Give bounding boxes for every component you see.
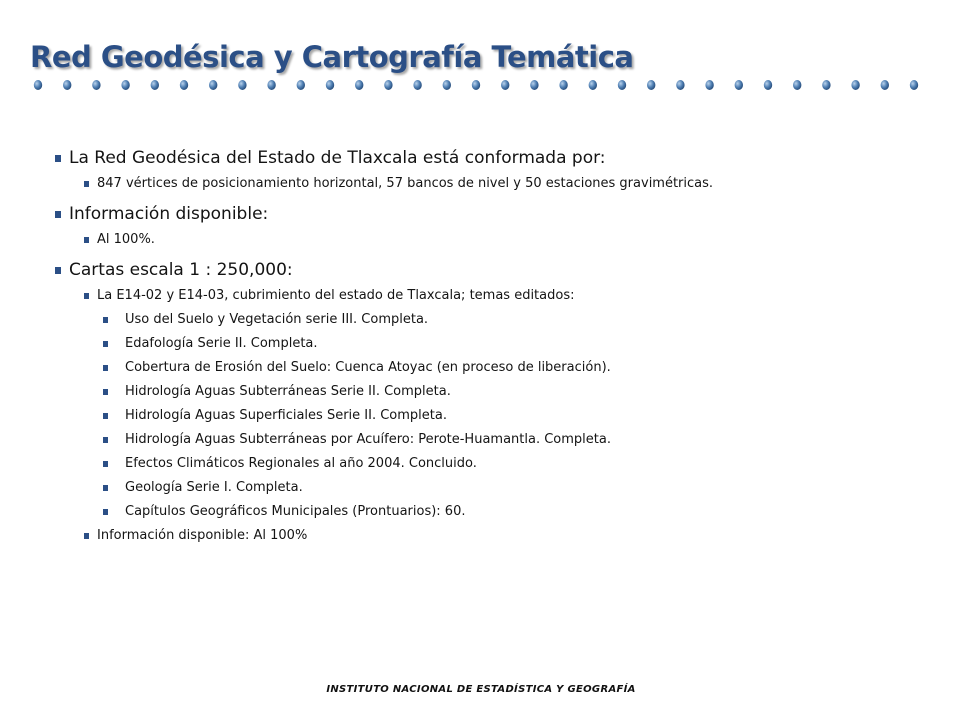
decorative-dot bbox=[34, 80, 42, 90]
decorative-dot bbox=[881, 80, 889, 90]
bullet-item-level-3 bbox=[0, 502, 960, 522]
square-bullet-icon bbox=[55, 211, 61, 218]
square-bullet-icon bbox=[103, 341, 108, 347]
decorative-dot bbox=[355, 80, 363, 90]
decorative-dot bbox=[501, 80, 509, 90]
square-bullet-icon bbox=[103, 461, 108, 467]
bullet-item-level-1 bbox=[0, 146, 960, 170]
decorative-dot bbox=[238, 80, 246, 90]
decorative-dot bbox=[267, 80, 275, 90]
bullet-item-level-1 bbox=[0, 202, 960, 226]
bullet-item-level-3 bbox=[0, 358, 960, 378]
square-bullet-icon bbox=[84, 237, 89, 243]
decorative-dot-row bbox=[30, 76, 935, 94]
decorative-dot bbox=[705, 80, 713, 90]
bullet-item-level-2 bbox=[0, 230, 960, 250]
bullet-text: Información disponible: Al 100% bbox=[97, 528, 308, 543]
decorative-dot bbox=[121, 80, 129, 90]
decorative-dot bbox=[589, 80, 597, 90]
square-bullet-icon bbox=[103, 413, 108, 419]
bullet-text: Edafología Serie II. Completa. bbox=[125, 336, 318, 351]
bullet-item-level-3 bbox=[0, 430, 960, 450]
decorative-dot bbox=[326, 80, 334, 90]
bullet-item-level-3 bbox=[0, 454, 960, 474]
bullet-text: 847 vértices de posicionamiento horizontal, 57 bancos de nivel y 50 estaciones gravimétricas. bbox=[97, 176, 714, 191]
square-bullet-icon bbox=[103, 317, 108, 323]
decorative-dot bbox=[559, 80, 567, 90]
bullet-text: Hidrología Aguas Subterráneas por Acuífero: Perote-Huamantla. Completa. bbox=[125, 432, 611, 447]
bullet-text: La E14-02 y E14-03, cubrimiento del estado de Tlaxcala; temas editados: bbox=[97, 288, 575, 303]
bullet-text: Hidrología Aguas Subterráneas Serie II. Completa. bbox=[125, 384, 451, 399]
decorative-dot bbox=[92, 80, 100, 90]
decorative-dot bbox=[735, 80, 743, 90]
square-bullet-icon bbox=[84, 181, 89, 187]
square-bullet-icon bbox=[103, 365, 108, 371]
bullet-text: Cobertura de Erosión del Suelo: Cuenca Atoyac (en proceso de liberación). bbox=[125, 360, 611, 375]
decorative-dot bbox=[63, 80, 71, 90]
decorative-dot bbox=[676, 80, 684, 90]
decorative-dot bbox=[384, 80, 392, 90]
bullet-item-level-3 bbox=[0, 406, 960, 426]
footer-brand-text bbox=[0, 684, 960, 694]
bullet-item-level-2 bbox=[0, 174, 960, 194]
decorative-dot bbox=[618, 80, 626, 90]
bullet-text: Hidrología Aguas Superficiales Serie II. Completa. bbox=[125, 408, 447, 423]
decorative-dot bbox=[413, 80, 421, 90]
decorative-dot bbox=[443, 80, 451, 90]
square-bullet-icon bbox=[84, 293, 89, 299]
square-bullet-icon bbox=[103, 485, 108, 491]
square-bullet-icon bbox=[103, 509, 108, 515]
bullet-item-level-3 bbox=[0, 334, 960, 354]
bullet-item-level-1 bbox=[0, 258, 960, 282]
bullet-text: Uso del Suelo y Vegetación serie III. Completa. bbox=[125, 312, 429, 327]
slide-title: Red Geodésica y Cartografía Temática bbox=[30, 40, 634, 74]
square-bullet-icon bbox=[103, 389, 108, 395]
decorative-dot bbox=[647, 80, 655, 90]
decorative-dot bbox=[297, 80, 305, 90]
decorative-dot bbox=[910, 80, 918, 90]
square-bullet-icon bbox=[103, 437, 108, 443]
square-bullet-icon bbox=[55, 155, 61, 162]
bullet-item-level-2 bbox=[0, 286, 960, 306]
decorative-dot bbox=[209, 80, 217, 90]
bullet-item-level-3 bbox=[0, 382, 960, 402]
decorative-dot bbox=[764, 80, 772, 90]
bullet-item-level-2 bbox=[0, 526, 960, 546]
bullet-text: Información disponible: bbox=[69, 204, 269, 224]
bullet-item-level-3 bbox=[0, 478, 960, 498]
bullet-text: Geología Serie I. Completa. bbox=[125, 480, 303, 495]
square-bullet-icon bbox=[55, 267, 61, 274]
bullet-item-level-3 bbox=[0, 310, 960, 330]
bullet-text: Capítulos Geográficos Municipales (Prontuarios): 60. bbox=[125, 504, 466, 519]
bullet-text: Cartas escala 1 : 250,000: bbox=[69, 260, 293, 280]
bullet-text: Al 100%. bbox=[97, 232, 155, 247]
decorative-dot bbox=[822, 80, 830, 90]
decorative-dot bbox=[151, 80, 159, 90]
bullet-text: La Red Geodésica del Estado de Tlaxcala está conformada por: bbox=[69, 148, 606, 168]
bullet-text: Efectos Climáticos Regionales al año 2004. Concluido. bbox=[125, 456, 477, 471]
bullet-list bbox=[0, 146, 960, 546]
decorative-dot bbox=[851, 80, 859, 90]
square-bullet-icon bbox=[84, 533, 89, 539]
footer-label: INSTITUTO NACIONAL DE ESTADÍSTICA Y GEOGRAFÍA bbox=[326, 684, 636, 695]
decorative-dot bbox=[472, 80, 480, 90]
decorative-dot bbox=[793, 80, 801, 90]
decorative-dot bbox=[530, 80, 538, 90]
decorative-dot bbox=[180, 80, 188, 90]
